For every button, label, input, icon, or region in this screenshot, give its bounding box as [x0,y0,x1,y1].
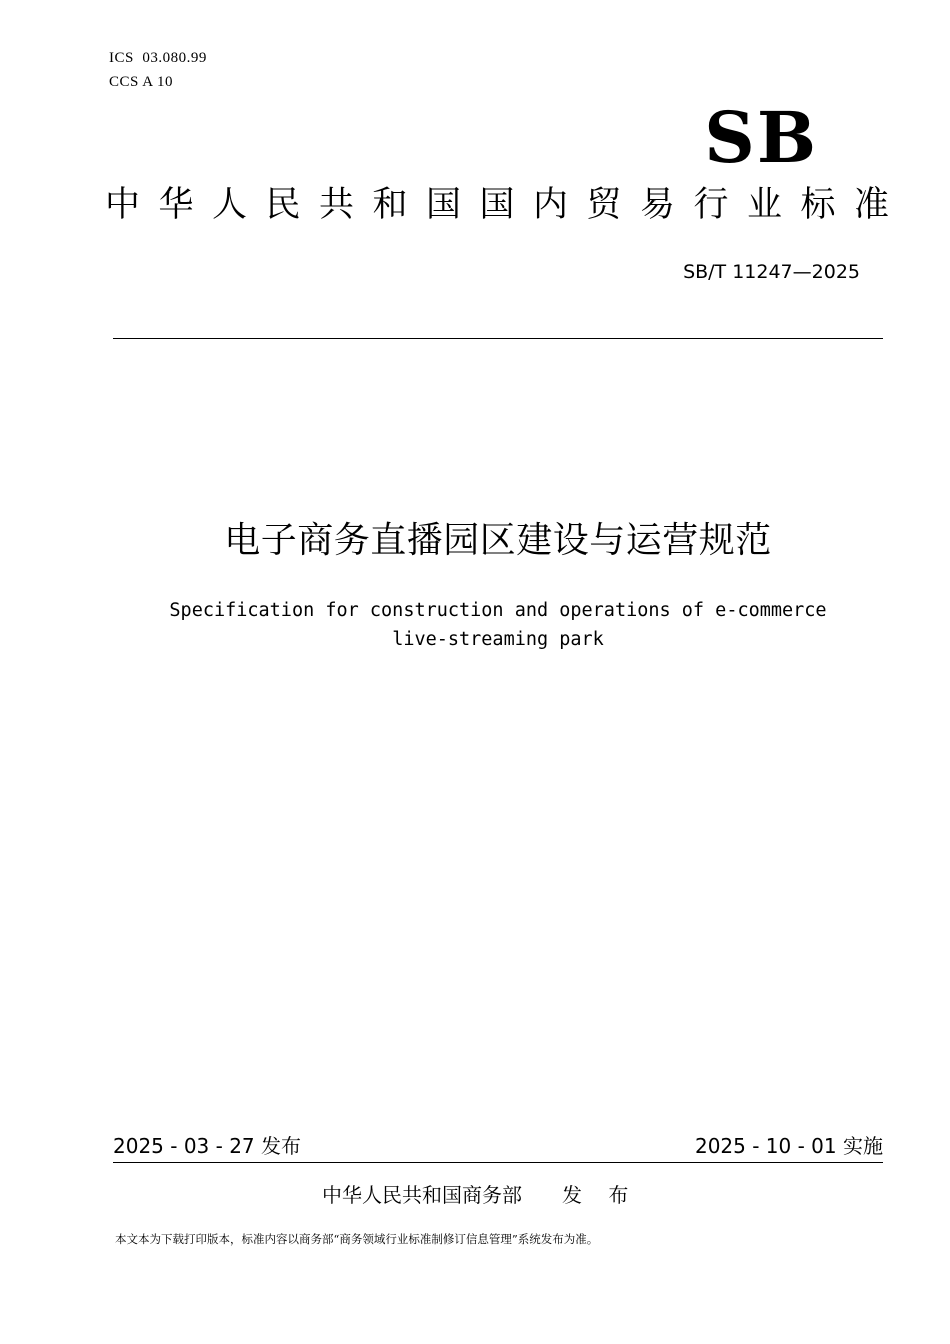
issue-label: 发 布 [562,1183,639,1207]
top-divider [113,338,883,339]
standard-number: SB/T 11247—2025 [683,261,860,283]
classification-codes [109,46,207,94]
document-title-english [0,596,950,654]
english-title-line-2: live-streaming park [392,629,604,650]
standard-category-title: 中华人民共和国国内贸易行业标准 [105,185,908,225]
implementation-date: 2025 - 10 - 01 实施 [694,1134,883,1158]
issuer-name: 中华人民共和国商务部 [322,1183,522,1207]
document-title-chinese: 电子商务直播园区建设与运营规范 [224,520,772,561]
english-title-line-1: Specification for construction and operations of e-commerce [169,600,827,621]
ics-code: ICS 03.080.99 [109,50,207,66]
sb-logo-mark: SB [704,96,818,179]
issue-date: 2025 - 03 - 27 发布 [113,1134,302,1158]
bottom-divider [113,1162,883,1163]
download-notice: 本文本为下载打印版本，标准内容以商务部“商务领域行业标准制修订信息管理”系统发布为准。 [115,1232,599,1246]
ccs-code: CCS A 10 [109,74,174,90]
issuing-authority [322,1180,638,1210]
